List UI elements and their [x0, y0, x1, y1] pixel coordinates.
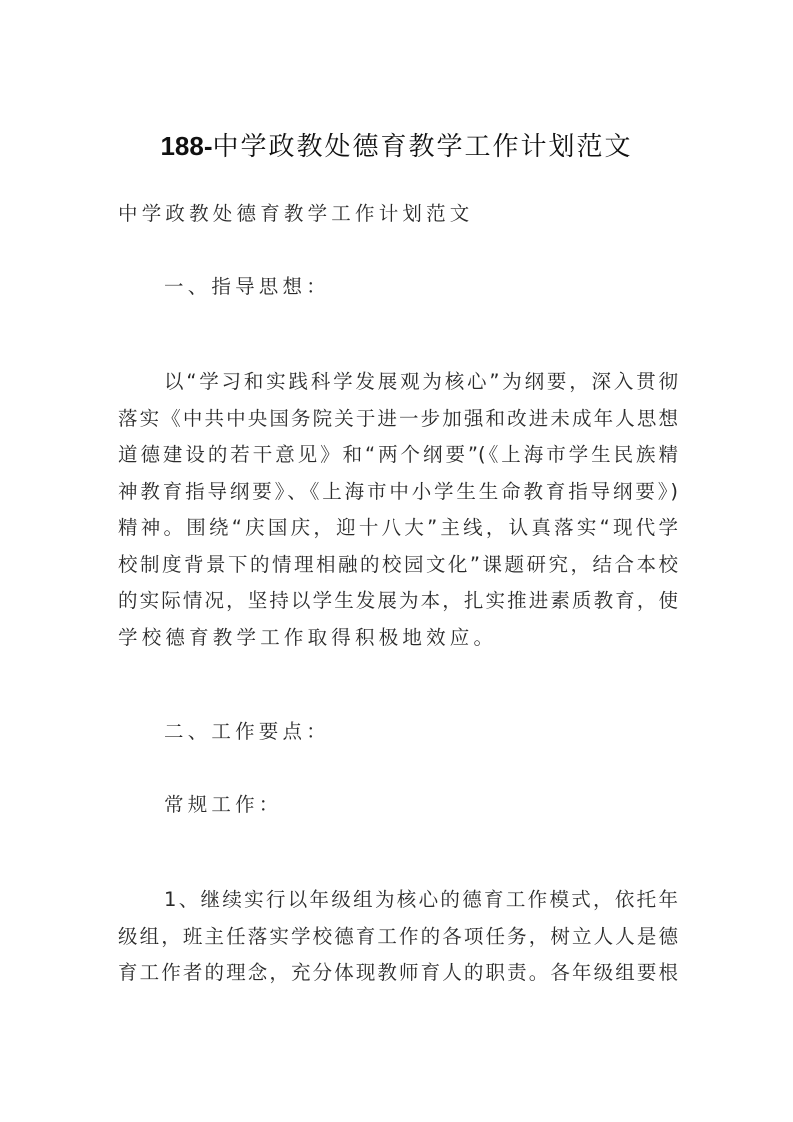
paragraph-line: 育工作者的理念，充分体现教师育人的职责。各年级组要根 — [118, 961, 678, 984]
document-title — [0, 126, 793, 163]
subsection-heading-routine-work: 常规工作： — [164, 793, 283, 816]
paragraph-line: 校制度背景下的情理相融的校园文化”课题研究，结合本校 — [118, 553, 678, 576]
paragraph-line: 神教育指导纲要》、《上海市中小学生生命教育指导纲要》) — [118, 480, 678, 503]
title-text: 中学政教处德育教学工作计划范文 — [212, 132, 633, 162]
section-heading-work-points: 二、工作要点： — [164, 720, 330, 743]
document-subtitle: 中学政教处德育教学工作计划范文 — [118, 202, 474, 225]
title-number: 188- — [160, 131, 213, 161]
paragraph-line: 以“学习和实践科学发展观为核心”为纲要，深入贯彻 — [164, 370, 678, 393]
paragraph-line: 1、继续实行以年级组为核心的德育工作模式，依托年 — [164, 888, 678, 911]
paragraph-line: 落实《中共中央国务院关于进一步加强和改进未成年人思想 — [118, 407, 678, 430]
paragraph-line: 的实际情况，坚持以学生发展为本，扎实推进素质教育，使 — [118, 589, 678, 612]
section-heading-guiding-ideology: 一、指导思想： — [164, 275, 330, 298]
paragraph-line: 级组，班主任落实学校德育工作的各项任务，树立人人是德 — [118, 925, 678, 948]
paragraph-line: 学校德育教学工作取得积极地效应。 — [118, 626, 498, 649]
paragraph-line: 道德建设的若干意见》和“两个纲要”(《上海市学生民族精 — [118, 443, 678, 466]
paragraph-line: 精神。围绕“庆国庆，迎十八大”主线，认真落实“现代学 — [118, 516, 678, 539]
